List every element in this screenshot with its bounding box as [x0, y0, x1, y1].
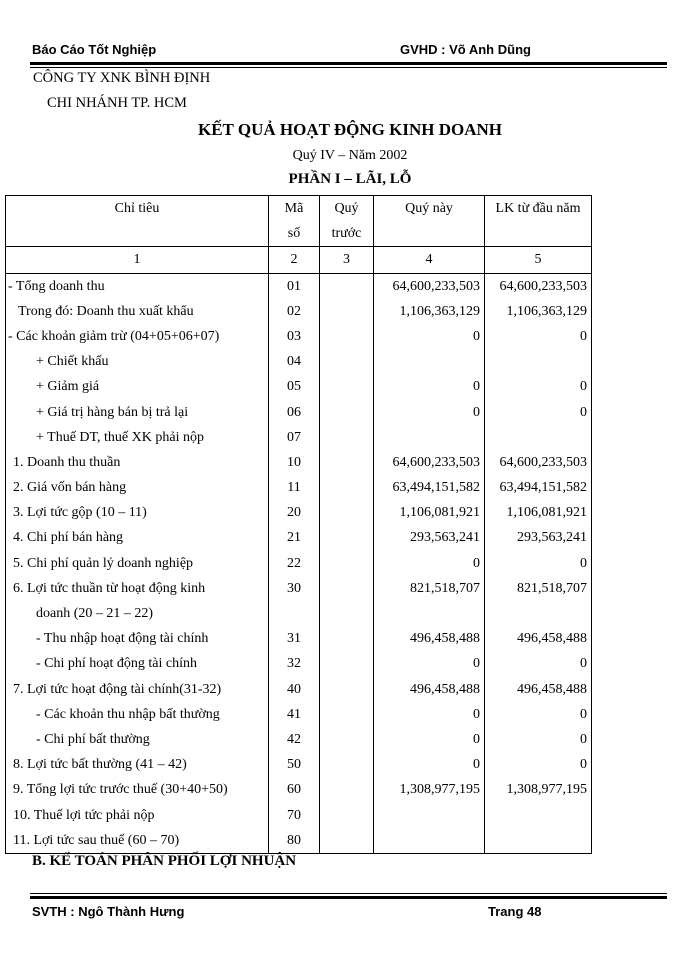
header-indicator: Chỉ tiêu	[6, 196, 269, 227]
row-label: - Chi phí hoạt động tài chính	[6, 652, 269, 677]
header-prev-quarter: Quý	[320, 196, 374, 227]
header-rule-thick	[30, 62, 667, 65]
row-ytd: 293,563,241	[485, 526, 592, 551]
row-label: - Chi phí bất thường	[6, 727, 269, 752]
row-prev-quarter	[320, 526, 374, 551]
row-ytd	[485, 350, 592, 375]
row-this-quarter: 496,458,488	[374, 677, 485, 702]
row-this-quarter	[374, 350, 485, 375]
company-name: CÔNG TY XNK BÌNH ĐỊNH	[33, 70, 211, 86]
row-label: 8. Lợi tức bất thường (41 – 42)	[6, 753, 269, 778]
report-part: PHẦN I – LÃI, LỖ	[288, 171, 412, 187]
row-prev-quarter	[320, 501, 374, 526]
row-this-quarter: 0	[374, 324, 485, 349]
row-label: 5. Chi phí quản lý doanh nghiệp	[6, 551, 269, 576]
table-row	[6, 324, 592, 349]
footer-left: SVTH : Ngô Thành Hưng	[32, 904, 185, 919]
row-label: doanh (20 – 21 – 22)	[6, 601, 269, 626]
row-ytd: 64,600,233,503	[485, 450, 592, 475]
row-ytd	[485, 425, 592, 450]
row-code: 70	[269, 803, 320, 828]
row-label: - Các khoản giảm trừ (04+05+06+07)	[6, 324, 269, 349]
row-code: 10	[269, 450, 320, 475]
row-prev-quarter	[320, 601, 374, 626]
row-this-quarter: 0	[374, 652, 485, 677]
header-left: Báo Cáo Tốt Nghiệp	[32, 42, 157, 57]
header-right: GVHD : Võ Anh Dũng	[400, 42, 531, 57]
income-statement-table	[5, 195, 592, 854]
row-prev-quarter	[320, 350, 374, 375]
row-ytd: 0	[485, 400, 592, 425]
row-code: 11	[269, 476, 320, 501]
table-row	[6, 375, 592, 400]
header-code-2: số	[269, 226, 320, 247]
row-prev-quarter	[320, 425, 374, 450]
table-row	[6, 828, 592, 854]
table-row	[6, 450, 592, 475]
table-row	[6, 425, 592, 450]
row-prev-quarter	[320, 450, 374, 475]
row-code: 30	[269, 576, 320, 601]
table-row	[6, 803, 592, 828]
row-code: 07	[269, 425, 320, 450]
row-label: - Thu nhập hoạt động tài chính	[6, 627, 269, 652]
row-label: 3. Lợi tức gộp (10 – 11)	[6, 501, 269, 526]
row-code: 06	[269, 400, 320, 425]
header-prev-quarter-2: trước	[320, 226, 374, 247]
table-row	[6, 551, 592, 576]
row-ytd: 1,106,363,129	[485, 299, 592, 324]
row-ytd: 496,458,488	[485, 627, 592, 652]
row-code: 80	[269, 828, 320, 854]
row-ytd: 821,518,707	[485, 576, 592, 601]
row-this-quarter: 293,563,241	[374, 526, 485, 551]
row-prev-quarter	[320, 551, 374, 576]
row-this-quarter: 64,600,233,503	[374, 274, 485, 300]
row-ytd: 496,458,488	[485, 677, 592, 702]
header-rule-thin	[30, 67, 667, 68]
table-row	[6, 627, 592, 652]
row-code: 32	[269, 652, 320, 677]
col-number: 3	[320, 247, 374, 274]
row-this-quarter: 496,458,488	[374, 627, 485, 652]
row-ytd: 0	[485, 652, 592, 677]
row-this-quarter	[374, 803, 485, 828]
col-number: 2	[269, 247, 320, 274]
row-ytd: 63,494,151,582	[485, 476, 592, 501]
row-this-quarter: 0	[374, 727, 485, 752]
row-prev-quarter	[320, 476, 374, 501]
row-this-quarter: 63,494,151,582	[374, 476, 485, 501]
row-code: 05	[269, 375, 320, 400]
row-this-quarter: 0	[374, 753, 485, 778]
row-prev-quarter	[320, 576, 374, 601]
row-label: 2. Giá vốn bán hàng	[6, 476, 269, 501]
row-label: + Chiết khấu	[6, 350, 269, 375]
section-b-heading: B. KẾ TOÁN PHÂN PHỐI LỢI NHUẬN	[32, 853, 297, 869]
row-this-quarter: 1,308,977,195	[374, 778, 485, 803]
row-code: 01	[269, 274, 320, 300]
row-label: + Thuế DT, thuế XK phải nộp	[6, 425, 269, 450]
table-row	[6, 274, 592, 300]
row-ytd: 64,600,233,503	[485, 274, 592, 300]
row-label: Trong đó: Doanh thu xuất khẩu	[6, 299, 269, 324]
table-row	[6, 576, 592, 601]
row-ytd: 0	[485, 753, 592, 778]
col-number: 1	[6, 247, 269, 274]
row-code: 22	[269, 551, 320, 576]
footer-right: Trang 48	[488, 904, 542, 919]
row-this-quarter	[374, 425, 485, 450]
row-code	[269, 601, 320, 626]
col-number: 4	[374, 247, 485, 274]
report-title: KẾT QUẢ HOẠT ĐỘNG KINH DOANH	[198, 120, 502, 139]
row-code: 41	[269, 702, 320, 727]
row-this-quarter: 821,518,707	[374, 576, 485, 601]
row-code: 60	[269, 778, 320, 803]
header-this-quarter: Quý này	[374, 196, 485, 227]
header-code: Mã	[269, 196, 320, 227]
table-row	[6, 400, 592, 425]
row-label: 4. Chi phí bán hàng	[6, 526, 269, 551]
row-code: 21	[269, 526, 320, 551]
table-row	[6, 677, 592, 702]
row-ytd: 0	[485, 324, 592, 349]
row-prev-quarter	[320, 677, 374, 702]
row-label: 6. Lợi tức thuần từ hoạt động kinh	[6, 576, 269, 601]
row-this-quarter: 0	[374, 551, 485, 576]
report-period: Quý IV – Năm 2002	[292, 148, 408, 163]
row-prev-quarter	[320, 702, 374, 727]
row-code: 04	[269, 350, 320, 375]
row-this-quarter	[374, 828, 485, 854]
row-this-quarter: 1,106,081,921	[374, 501, 485, 526]
header-ytd: LK từ đầu năm	[485, 196, 592, 227]
row-label: + Giá trị hàng bán bị trả lại	[6, 400, 269, 425]
row-this-quarter: 0	[374, 400, 485, 425]
table-row	[6, 778, 592, 803]
row-label: 9. Tổng lợi tức trước thuế (30+40+50)	[6, 778, 269, 803]
row-ytd: 0	[485, 727, 592, 752]
row-this-quarter: 0	[374, 702, 485, 727]
row-label: 11. Lợi tức sau thuế (60 – 70)	[6, 828, 269, 854]
table-row	[6, 526, 592, 551]
table-header-row	[6, 196, 592, 227]
row-ytd	[485, 803, 592, 828]
row-label: - Tổng doanh thu	[6, 274, 269, 300]
row-code: 42	[269, 727, 320, 752]
table-row	[6, 299, 592, 324]
row-prev-quarter	[320, 778, 374, 803]
company-branch: CHI NHÁNH TP. HCM	[47, 95, 187, 111]
row-ytd: 1,308,977,195	[485, 778, 592, 803]
row-code: 02	[269, 299, 320, 324]
row-prev-quarter	[320, 753, 374, 778]
table-row	[6, 350, 592, 375]
table-row	[6, 727, 592, 752]
row-code: 50	[269, 753, 320, 778]
row-code: 31	[269, 627, 320, 652]
row-this-quarter	[374, 601, 485, 626]
table-row	[6, 601, 592, 626]
col-number: 5	[485, 247, 592, 274]
row-prev-quarter	[320, 803, 374, 828]
table-row	[6, 652, 592, 677]
row-prev-quarter	[320, 828, 374, 854]
row-prev-quarter	[320, 274, 374, 300]
row-prev-quarter	[320, 400, 374, 425]
table-row	[6, 476, 592, 501]
row-label: 10. Thuế lợi tức phải nộp	[6, 803, 269, 828]
row-label: 7. Lợi tức hoạt động tài chính(31-32)	[6, 677, 269, 702]
column-number-row	[6, 247, 592, 274]
row-code: 20	[269, 501, 320, 526]
row-ytd: 0	[485, 702, 592, 727]
row-label: + Giảm giá	[6, 375, 269, 400]
row-prev-quarter	[320, 324, 374, 349]
row-ytd: 0	[485, 551, 592, 576]
row-prev-quarter	[320, 652, 374, 677]
row-prev-quarter	[320, 375, 374, 400]
row-ytd: 1,106,081,921	[485, 501, 592, 526]
row-prev-quarter	[320, 727, 374, 752]
table-header-row-2	[6, 226, 592, 247]
row-label: - Các khoản thu nhập bất thường	[6, 702, 269, 727]
row-this-quarter: 64,600,233,503	[374, 450, 485, 475]
row-label: 1. Doanh thu thuần	[6, 450, 269, 475]
table-row	[6, 501, 592, 526]
table-row	[6, 753, 592, 778]
row-this-quarter: 0	[374, 375, 485, 400]
row-ytd	[485, 828, 592, 854]
row-ytd: 0	[485, 375, 592, 400]
footer-rule-thick	[30, 896, 667, 899]
row-code: 40	[269, 677, 320, 702]
row-prev-quarter	[320, 299, 374, 324]
table-row	[6, 702, 592, 727]
footer-rule-thin	[30, 893, 667, 894]
row-prev-quarter	[320, 627, 374, 652]
row-ytd	[485, 601, 592, 626]
row-this-quarter: 1,106,363,129	[374, 299, 485, 324]
row-code: 03	[269, 324, 320, 349]
